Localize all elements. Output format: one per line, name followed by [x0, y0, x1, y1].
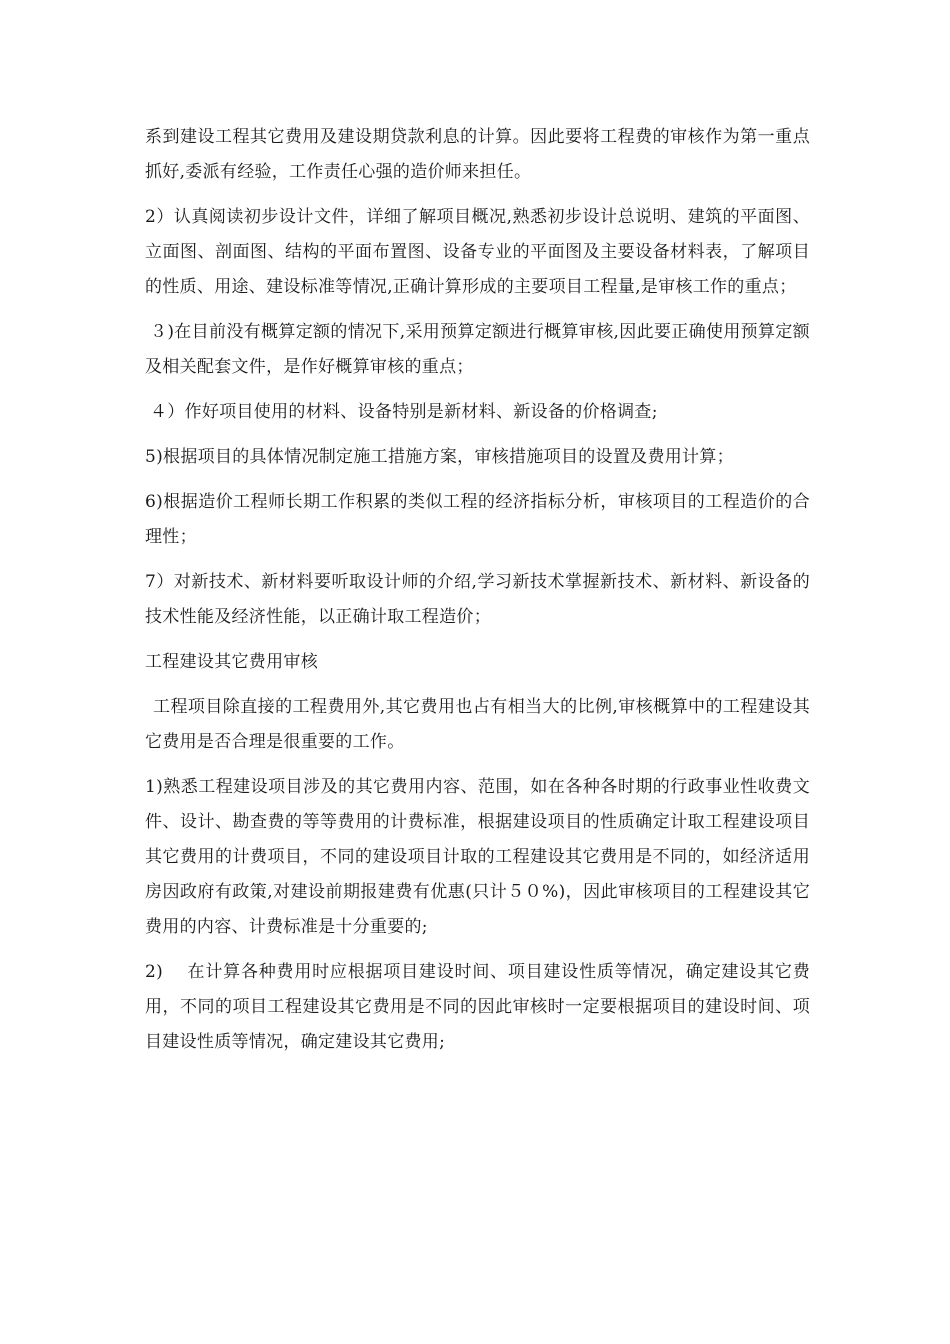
paragraph-other-costs-item-2: 2) 在计算各种费用时应根据项目建设时间、项目建设性质等情况，确定建设其它费用，不同的项目工程建设其它费用是不同的因此审核时一定要根据项目的建设时间、项目建设性质等情况，确定建设其它费用; [145, 962, 810, 1052]
paragraph-item-7: 7）对新技术、新材料要听取设计师的介绍,学习新技术掌握新技术、新材料、新设备的技术性能及经济性能，以正确计取工程造价； [145, 572, 810, 627]
paragraph-cost-continuation: 系到建设工程其它费用及建设期贷款利息的计算。因此要将工程费的审核作为第一重点抓好,委派有经验，工作责任心强的造价师来担任。 [145, 127, 810, 182]
document-body [145, 120, 810, 1070]
paragraph-item-2: 2）认真阅读初步设计文件，详细了解项目概况,熟悉初步设计总说明、建筑的平面图、立面图、剖面图、结构的平面布置图、设备专业的平面图及主要设备材料表，了解项目的性质、用途、建设标准等情况,正确计算形成的主要项目工程量,是审核工作的重点； [145, 207, 810, 297]
paragraph-item-3: ３)在目前没有概算定额的情况下,采用预算定额进行概算审核,因此要正确使用预算定额及相关配套文件，是作好概算审核的重点； [145, 322, 810, 377]
section-heading-other-costs: 工程建设其它费用审核 [145, 652, 318, 672]
paragraph-item-5: 5)根据项目的具体情况制定施工措施方案，审核措施项目的设置及费用计算； [145, 447, 734, 467]
paragraph-item-4: ４）作好项目使用的材料、设备特别是新材料、新设备的价格调查; [150, 402, 658, 422]
paragraph-other-costs-item-1: 1)熟悉工程建设项目涉及的其它费用内容、范围，如在各种各时期的行政事业性收费文件、设计、勘查费的等等费用的计费标准，根据建设项目的性质确定计取工程建设项目其它费用的计费项目，不同的建设项目计取的工程建设其它费用是不同的，如经济适用房因政府有政策,对建设前期报建费有优惠(只计５０%)，因此审核项目的工程建设其它费用的内容、计费标准是十分重要的; [145, 777, 810, 937]
paragraph-item-6: 6)根据造价工程师长期工作积累的类似工程的经济指标分析，审核项目的工程造价的合理性； [145, 492, 810, 547]
paragraph-other-costs-intro: 工程项目除直接的工程费用外,其它费用也占有相当大的比例,审核概算中的工程建设其它费用是否合理是很重要的工作。 [145, 697, 810, 752]
